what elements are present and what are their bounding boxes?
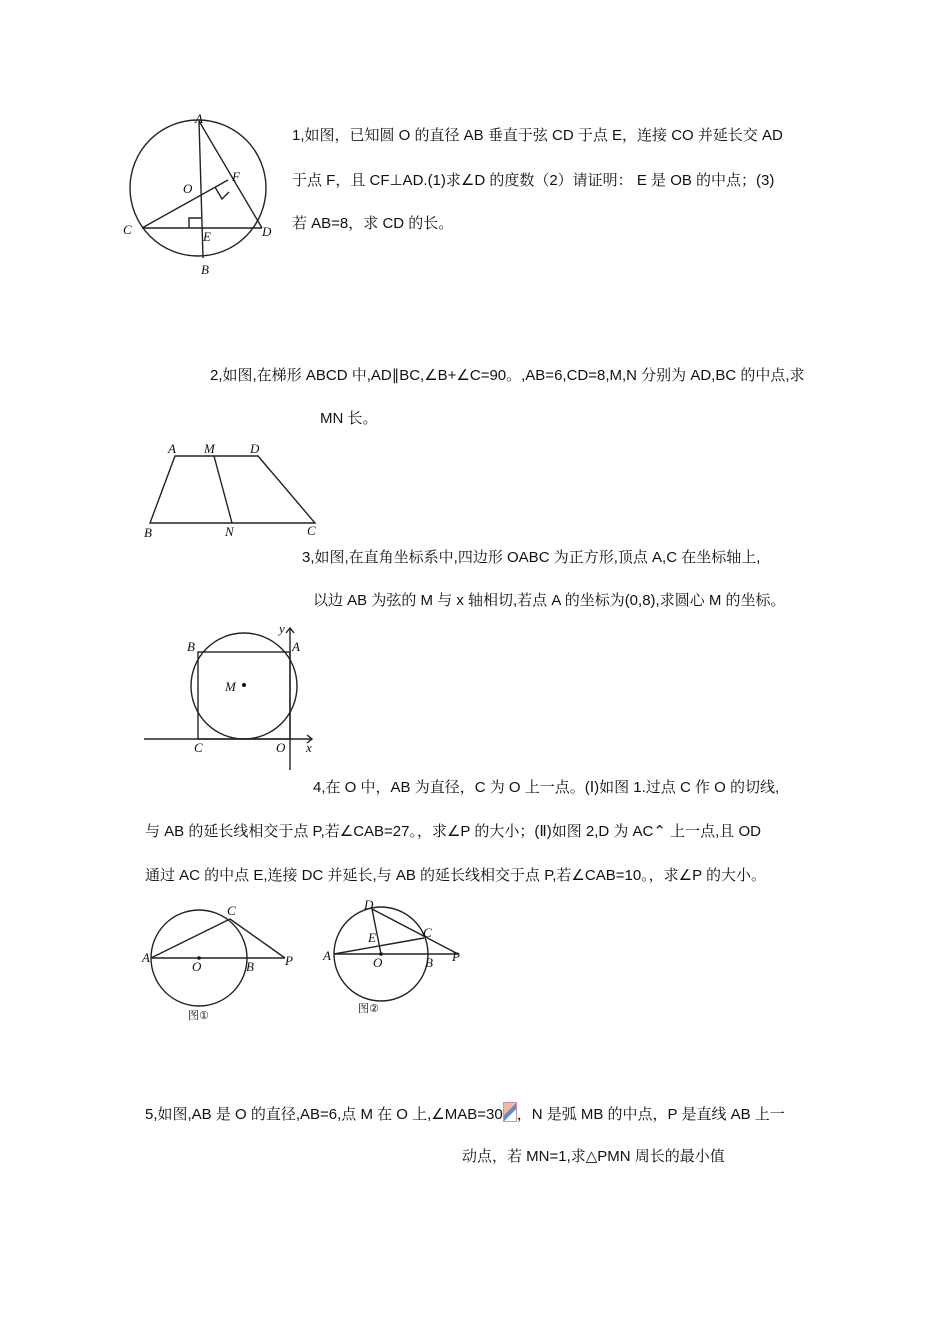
problem-1-line-1: 1,如图，已知圆 O 的直径 AB 垂直于弦 CD 于点 E，连接 CO 并延长交 AD (292, 127, 783, 144)
label-o: O (183, 181, 193, 196)
label-c: C (194, 740, 203, 755)
label-d: D (262, 224, 272, 239)
label-a: A (195, 111, 203, 126)
segment-mn (214, 456, 232, 523)
problem-1-line-3: 若 AB=8，求 CD 的长。 (292, 215, 454, 232)
label-o: O (192, 959, 202, 974)
label-e: E (203, 229, 211, 244)
label-a: A (323, 948, 331, 963)
label-b: B (201, 262, 209, 277)
label-f: F (232, 169, 240, 184)
caption-figure-1: 图① (188, 1009, 209, 1022)
problem-4-line-2: 与 AB 的延长线相交于点 P,若∠CAB=27。，求∠P 的大小；(Ⅱ)如图 2,D 为 AC⌃ 上一点,且 OD (145, 823, 761, 840)
label-p: P (285, 953, 293, 968)
label-a: A (142, 950, 150, 965)
label-x: x (306, 740, 312, 755)
label-c: C (307, 523, 316, 538)
label-d: D (364, 897, 374, 912)
label-a: A (292, 639, 300, 654)
problem-5-text-b: ，N 是弧 MB 的中点，P 是直线 AB 上一 (516, 1106, 785, 1123)
problem-2-line-1: 2,如图,在梯形 ABCD 中,AD∥BC,∠B+∠C=90。,AB=6,CD=8,M,N 分别为 AD,BC 的中点,求 (210, 367, 805, 384)
label-b: B (425, 955, 433, 970)
degree-image-icon (503, 1102, 517, 1122)
problem-5-text-a: 5,如图,AB 是 O 的直径,AB=6,点 M 在 O 上,∠MAB=30 (145, 1106, 503, 1123)
figure-4-diagram-2 (320, 893, 470, 1023)
label-c: C (123, 222, 132, 237)
problem-5-line-2: 动点，若 MN=1,求△PMN 周长的最小值 (462, 1148, 725, 1165)
label-m: M (225, 679, 236, 694)
label-b: B (246, 959, 254, 974)
label-c: C (423, 925, 432, 940)
label-d: D (250, 441, 260, 456)
center-point-m (242, 683, 246, 687)
label-m: M (204, 441, 215, 456)
problem-4-line-1: 4,在 O 中，AB 为直径，C 为 O 上一点。(Ⅰ)如图 1.过点 C 作 O 的切线, (313, 779, 780, 796)
problem-5-line-1 (145, 1102, 785, 1125)
label-o: O (373, 955, 383, 970)
problem-4-line-3: 通过 AC 的中点 E,连接 DC 并延长,与 AB 的延长线相交于点 P,若∠CAB=10。，求∠P 的大小。 (145, 867, 767, 884)
problem-3-line-2: 以边 AB 为弦的 M 与 x 轴相切,若点 A 的坐标为(0,8),求圆心 M 的坐标。 (313, 592, 786, 609)
caption-figure-2: 图② (358, 1002, 379, 1015)
label-b: B (144, 525, 152, 540)
label-c: C (227, 903, 236, 918)
label-a: A (168, 441, 176, 456)
figure-1-circle (115, 110, 285, 280)
circle-o (130, 120, 266, 256)
figure-2-trapezoid (140, 440, 330, 545)
problem-3-line-1: 3,如图,在直角坐标系中,四边形 OABC 为正方形,顶点 A,C 在坐标轴上, (302, 549, 761, 566)
figure-3-coordinate (140, 620, 325, 775)
square-oabc (198, 652, 290, 739)
label-e: E (368, 930, 376, 945)
label-o: O (276, 740, 286, 755)
label-y: y (279, 621, 285, 636)
label-p: P (452, 949, 460, 964)
problem-2-line-2: MN 长。 (320, 410, 378, 427)
label-b: B (187, 639, 195, 654)
problem-1-line-2: 于点 F，且 CF⊥AD.(1)求∠D 的度数（2）请证明： E 是 OB 的中点；(3) (292, 172, 775, 189)
label-n: N (225, 524, 234, 539)
trapezoid-abcd (150, 456, 315, 523)
figure-4-diagram-1 (140, 900, 305, 1025)
